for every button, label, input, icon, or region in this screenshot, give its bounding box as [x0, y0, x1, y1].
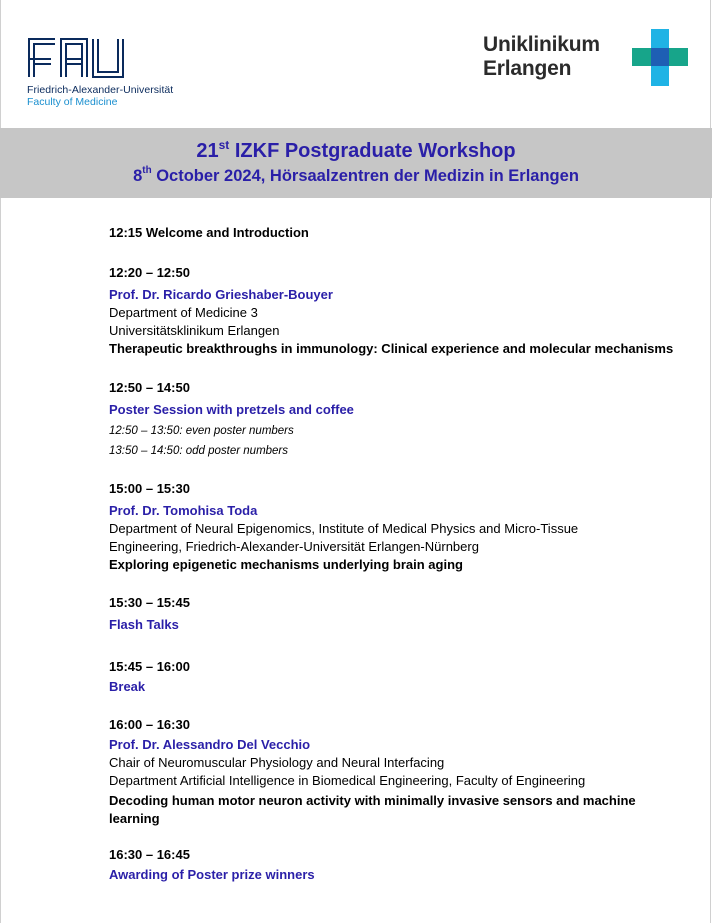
speaker-name: Prof. Dr. Ricardo Grieshaber-Bouyer: [109, 287, 333, 302]
title-banner: [0, 128, 712, 198]
talk-title: Exploring epigenetic mechanisms underlying brain aging: [109, 557, 463, 572]
session-time: 15:00 – 15:30: [109, 481, 190, 496]
fau-logo: [27, 37, 174, 108]
talk-title: Therapeutic breakthroughs in immunology: Clinical experience and molecular mechanisms: [109, 341, 674, 356]
session-time: 16:00 – 16:30: [109, 717, 190, 732]
fau-faculty-name: Faculty of Medicine: [27, 96, 118, 108]
uniklinikum-line1: Uniklinikum: [483, 33, 600, 56]
uniklinikum-line2: Erlangen: [483, 57, 572, 80]
session-del-vecchio: [109, 716, 679, 828]
program-schedule: [109, 224, 679, 884]
session-time: 15:30 – 15:45: [109, 595, 190, 610]
session-poster: [109, 379, 679, 461]
session-break: [109, 658, 679, 696]
fau-wordmark-icon: [27, 37, 125, 78]
speaker-affiliation: Department Artificial Intelligence in Biomedical Engineering, Faculty of Engineering: [109, 773, 586, 788]
session-flash-talks: [109, 594, 679, 634]
fau-university-name: Friedrich-Alexander-Universität: [27, 84, 174, 96]
poster-slot: 13:50 – 14:50: odd poster numbers: [109, 445, 289, 457]
session-time: 16:30 – 16:45: [109, 847, 190, 862]
speaker-name: Prof. Dr. Tomohisa Toda: [109, 503, 258, 518]
workshop-title: 21st IZKF Postgraduate Workshop: [196, 138, 516, 162]
session-grieshaber: [109, 264, 679, 358]
welcome-entry: 12:15 Welcome and Introduction: [109, 225, 309, 240]
speaker-affiliation: Engineering, Friedrich-Alexander-Universität Erlangen-Nürnberg: [109, 539, 479, 554]
session-title: Break: [109, 679, 146, 694]
session-time: 15:45 – 16:00: [109, 659, 190, 674]
session-title: Flash Talks: [109, 617, 179, 632]
workshop-date-location: 8th October 2024, Hörsaalzentren der Medizin in Erlangen: [133, 165, 579, 185]
speaker-name: Prof. Dr. Alessandro Del Vecchio: [109, 737, 311, 752]
uniklinikum-logo-text: [483, 33, 600, 81]
session-toda: [109, 480, 679, 574]
session-time: 12:20 – 12:50: [109, 265, 190, 280]
uniklinikum-cross-icon: [632, 29, 688, 86]
speaker-affiliation: Chair of Neuromuscular Physiology and Neural Interfacing: [109, 755, 445, 770]
session-poster-award: [109, 846, 679, 884]
session-title: Poster Session with pretzels and coffee: [109, 402, 354, 417]
poster-slot: 12:50 – 13:50: even poster numbers: [109, 425, 294, 437]
talk-title: Decoding human motor neuron activity with minimally invasive sensors and machine learning: [109, 793, 636, 826]
speaker-affiliation: Department of Neural Epigenomics, Institute of Medical Physics and Micro-Tissue: [109, 521, 579, 536]
speaker-affiliation: Department of Medicine 3: [109, 305, 258, 320]
speaker-affiliation: Universitätsklinikum Erlangen: [109, 323, 280, 338]
session-title: Awarding of Poster prize winners: [109, 867, 315, 882]
session-time: 12:50 – 14:50: [109, 380, 190, 395]
